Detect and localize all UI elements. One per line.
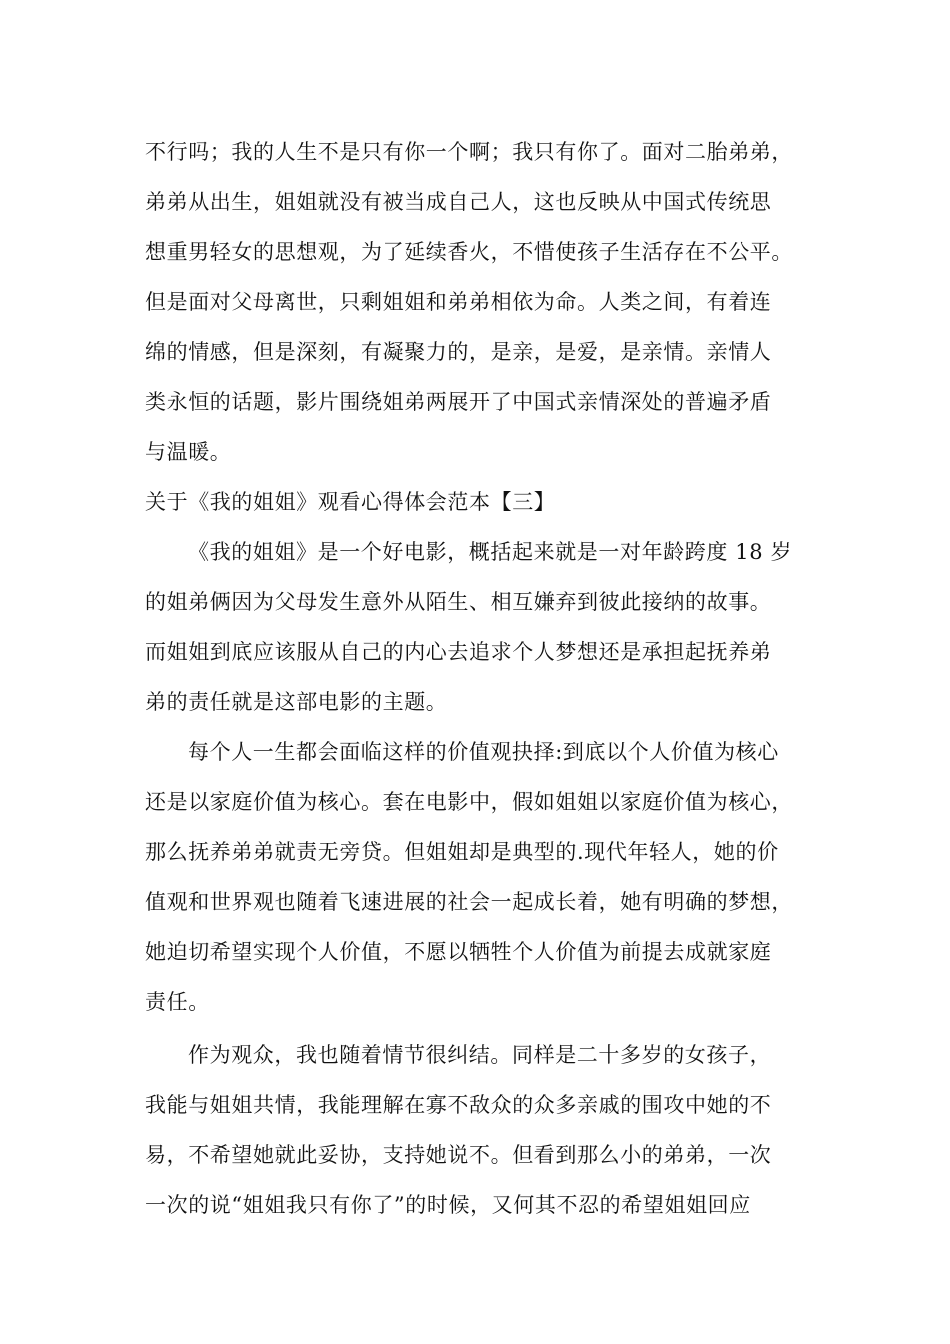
text-line: 不行吗；我的人生不是只有你一个啊；我只有你了。面对二胎弟弟， [145,140,793,164]
text-line: 绵的情感，但是深刻，有凝聚力的，是亲，是爱，是亲情。亲情人 [145,340,772,364]
text-line: 值观和世界观也随着飞速进展的社会一起成长着，她有明确的梦想， [145,890,793,914]
text-line: 的姐弟俩因为父母发生意外从陌生、相互嫌弃到彼此接纳的故事。 [145,590,772,614]
text-line: 一次的说“姐姐我只有你了”的时候，又何其不忍的希望姐姐回应 [145,1193,751,1217]
text-line: 弟的责任就是这部电影的主题。 [145,690,448,714]
text-line: 而姐姐到底应该服从自己的内心去追求个人梦想还是承担起抚养弟 [145,640,772,664]
text-line: 类永恒的话题，影片围绕姐弟两展开了中国式亲情深处的普遍矛盾 [145,390,772,414]
text-line: 与温暖。 [145,440,232,464]
paragraph-first-line: 每个人一生都会面临这样的价值观抉择:到底以个人价值为核心 [188,740,779,764]
text-line: 我能与姐姐共情，我能理解在寡不敌众的众多亲戚的围攻中她的不 [145,1093,772,1117]
text-line: 那么抚养弟弟就责无旁贷。但姐姐却是典型的.现代年轻人，她的价 [145,840,779,864]
text-line: 她迫切希望实现个人价值，不愿以牺牲个人价值为前提去成就家庭 [145,940,772,964]
section-heading: 关于《我的姐姐》观看心得体会范本【三】 [145,490,556,514]
text-line: 还是以家庭价值为核心。套在电影中，假如姐姐以家庭价值为核心， [145,790,793,814]
paragraph-first-line: 《我的姐姐》是一个好电影，概括起来就是一对年龄跨度 18 岁 [188,540,793,564]
text-line: 弟弟从出生，姐姐就没有被当成自己人，这也反映从中国式传统思 [145,190,772,214]
text-line: 但是面对父母离世，只剩姐姐和弟弟相依为命。人类之间，有着连 [145,290,772,314]
text-line: 想重男轻女的思想观，为了延续香火，不惜使孩子生活存在不公平。 [145,240,793,264]
text-line: 责任。 [145,990,210,1014]
paragraph-first-line: 作为观众，我也随着情节很纠结。同样是二十多岁的女孩子， [188,1043,772,1067]
text-line: 易，不希望她就此妥协，支持她说不。但看到那么小的弟弟，一次 [145,1143,772,1167]
